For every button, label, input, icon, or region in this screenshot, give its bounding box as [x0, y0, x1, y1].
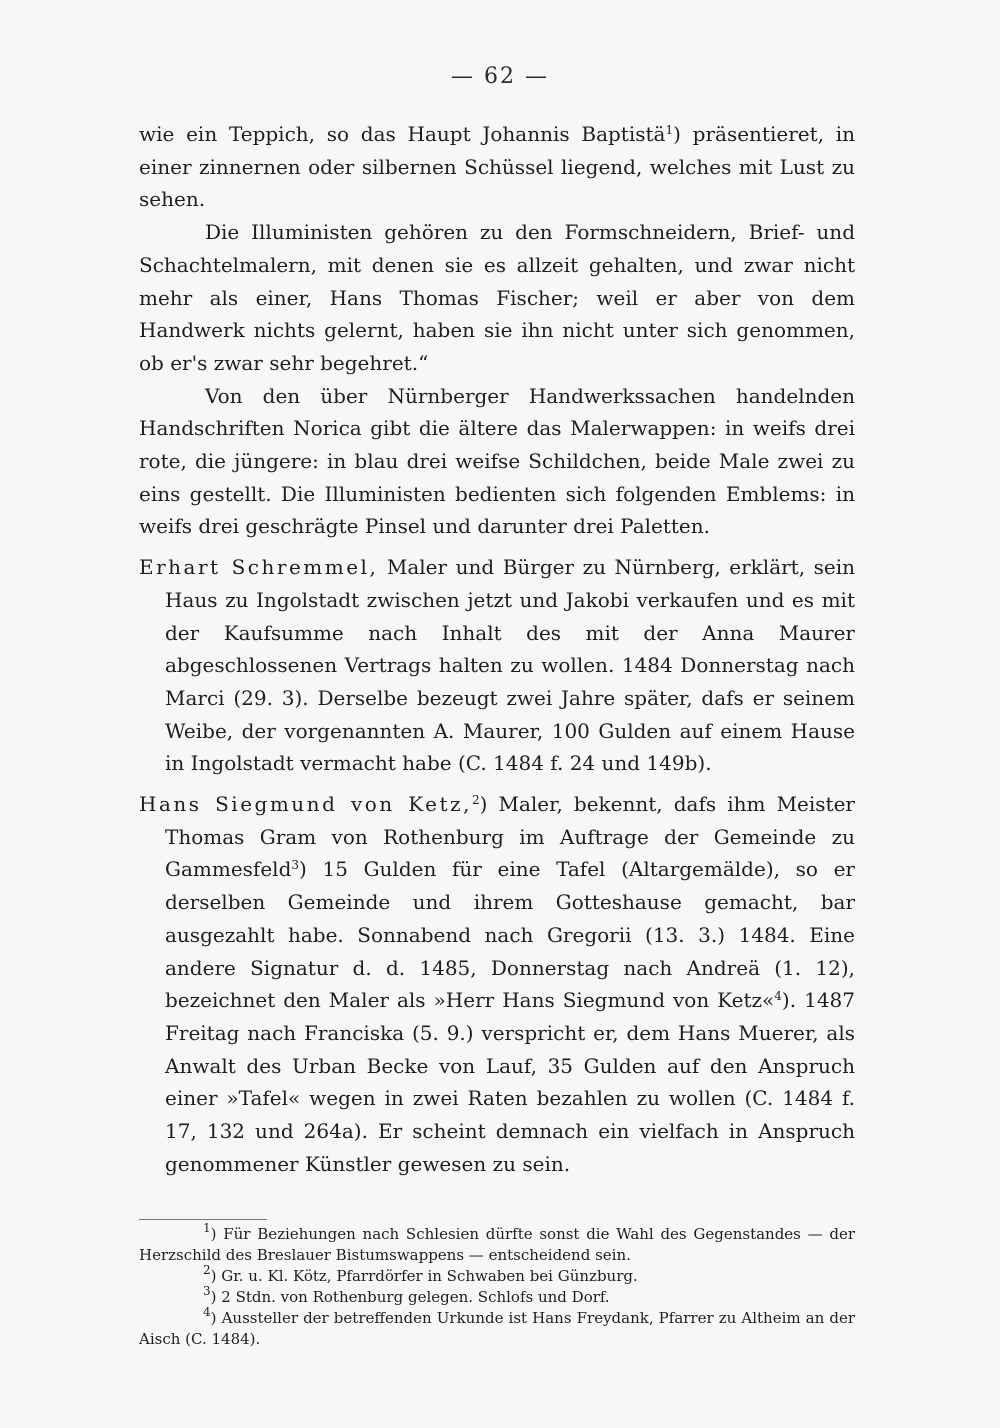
footnote-mark: 2 [203, 1263, 211, 1277]
entry-text: ) 15 Gulden für eine Tafel (Altargemälde), so er derselben Gemeinde und ihrem Gotteshause gemacht, bar ausgezahlt habe. Sonnabend nach Gregorii (13. 3.) 1484. Eine andere Signatur d. d. 1485, Donnerstag nach Andreä (1. 12), bezeichnet den Maler als »Herr Hans Siegmund von Ketz« [165, 857, 855, 1013]
footnote-1 [139, 1221, 855, 1266]
main-text [139, 118, 855, 1181]
footnote-mark: 1 [203, 1221, 211, 1235]
footnote-3 [139, 1284, 855, 1308]
footnote-4 [139, 1305, 855, 1350]
footnote-mark: 4 [203, 1305, 211, 1319]
entry-schremmel [139, 551, 855, 780]
entry-text: ) Maler, bekennt, dafs ihm Meister Thomas Gram von Rothenburg im Auftrage der Gemeinde zu Gammesfeld [165, 792, 855, 882]
footnote-ref: 2 [471, 793, 480, 808]
entry-name: Erhart Schremmel, [139, 555, 379, 580]
footnote-divider [139, 1219, 267, 1220]
footnote-ref: 3 [291, 858, 300, 873]
footnote-2 [139, 1263, 855, 1287]
footnote-ref: 4 [774, 989, 782, 1004]
page-number: — 62 — [451, 64, 549, 89]
paragraph-text: ) präsentieret, in einer zinnernen oder silbernen Schüssel liegend, welches mit Lust zu sehen. [139, 122, 855, 212]
paragraph-illuminists: Die Illuministen gehören zu den Formschneidern, Brief- und Schachtelmalern, mit denen sie es allzeit gehalten, und zwar nicht mehr als einer, Hans Thomas Fischer; weil er aber von dem Handwerk nichts gelernt, haben sie ihn nicht unter sich genommen, ob er's zwar sehr begehret.“ [139, 220, 855, 375]
entry-text: Maler und Bürger zu Nürnberg, erklärt, sein Haus zu Ingolstadt zwischen jetzt und Jakobi verkaufen und es mit der Kaufsumme nach Inhalt des mit der Anna Maurer abgeschlossenen Vertrags halten zu wollen. 1484 Donnerstag nach Marci (29. 3). Derselbe bezeugt zwei Jahre später, dafs er seinem Weibe, der vorgenannten A. Maurer, 100 Gulden auf einem Hause in Ingolstadt vermacht habe (C. 1484 f. 24 und 149b). [165, 555, 855, 776]
paragraph-continuation [139, 118, 855, 216]
footnotes [139, 1221, 855, 1350]
footnote-text: ) Aussteller der betreffenden Urkunde ist Hans Freydank, Pfarrer zu Altheim an der Aisch (C. 1484). [139, 1309, 855, 1348]
footnote-mark: 3 [203, 1284, 211, 1298]
footnote-ref: 1 [665, 123, 674, 137]
entry-siegmund [139, 788, 855, 1180]
entry-text: ). 1487 Freitag nach Franciska (5. 9.) verspricht er, dem Hans Muerer, als Anwalt des Urban Becke von Lauf, 35 Gulden auf den Anspruch einer »Tafel« wegen in zwei Raten bezahlen zu wollen (C. 1484 f. 17, 132 und 264a). Er scheint demnach ein vielfach in Anspruch genommener Künstler gewesen zu sein. [165, 988, 855, 1176]
paragraph-text: wie ein Teppich, so das Haupt Johannis Baptistä [139, 122, 666, 146]
paragraph-norica: Von den über Nürnberger Handwerkssachen handelnden Handschriften Norica gibt die ältere das Malerwappen: in weifs drei rote, die jüngere: in blau drei weifse Schildchen, beide Male zwei zu eins gestellt. Die Illuministen bedienten sich folgenden Emblems: in weifs drei geschrägte Pinsel und darunter drei Paletten. [139, 383, 855, 539]
footnote-text: ) Gr. u. Kl. Kötz, Pfarrdörfer in Schwaben bei Günzburg. [210, 1267, 638, 1285]
entry-name: Hans Siegmund von Ketz, [139, 792, 472, 817]
footnote-text: ) 2 Stdn. von Rothenburg gelegen. Schlofs und Dorf. [210, 1288, 610, 1306]
footnote-text: ) Für Beziehungen nach Schlesien dürfte sonst die Wahl des Gegenstandes — der Herzschild des Breslauer Bistumswappens — entscheidend sein. [139, 1225, 855, 1264]
